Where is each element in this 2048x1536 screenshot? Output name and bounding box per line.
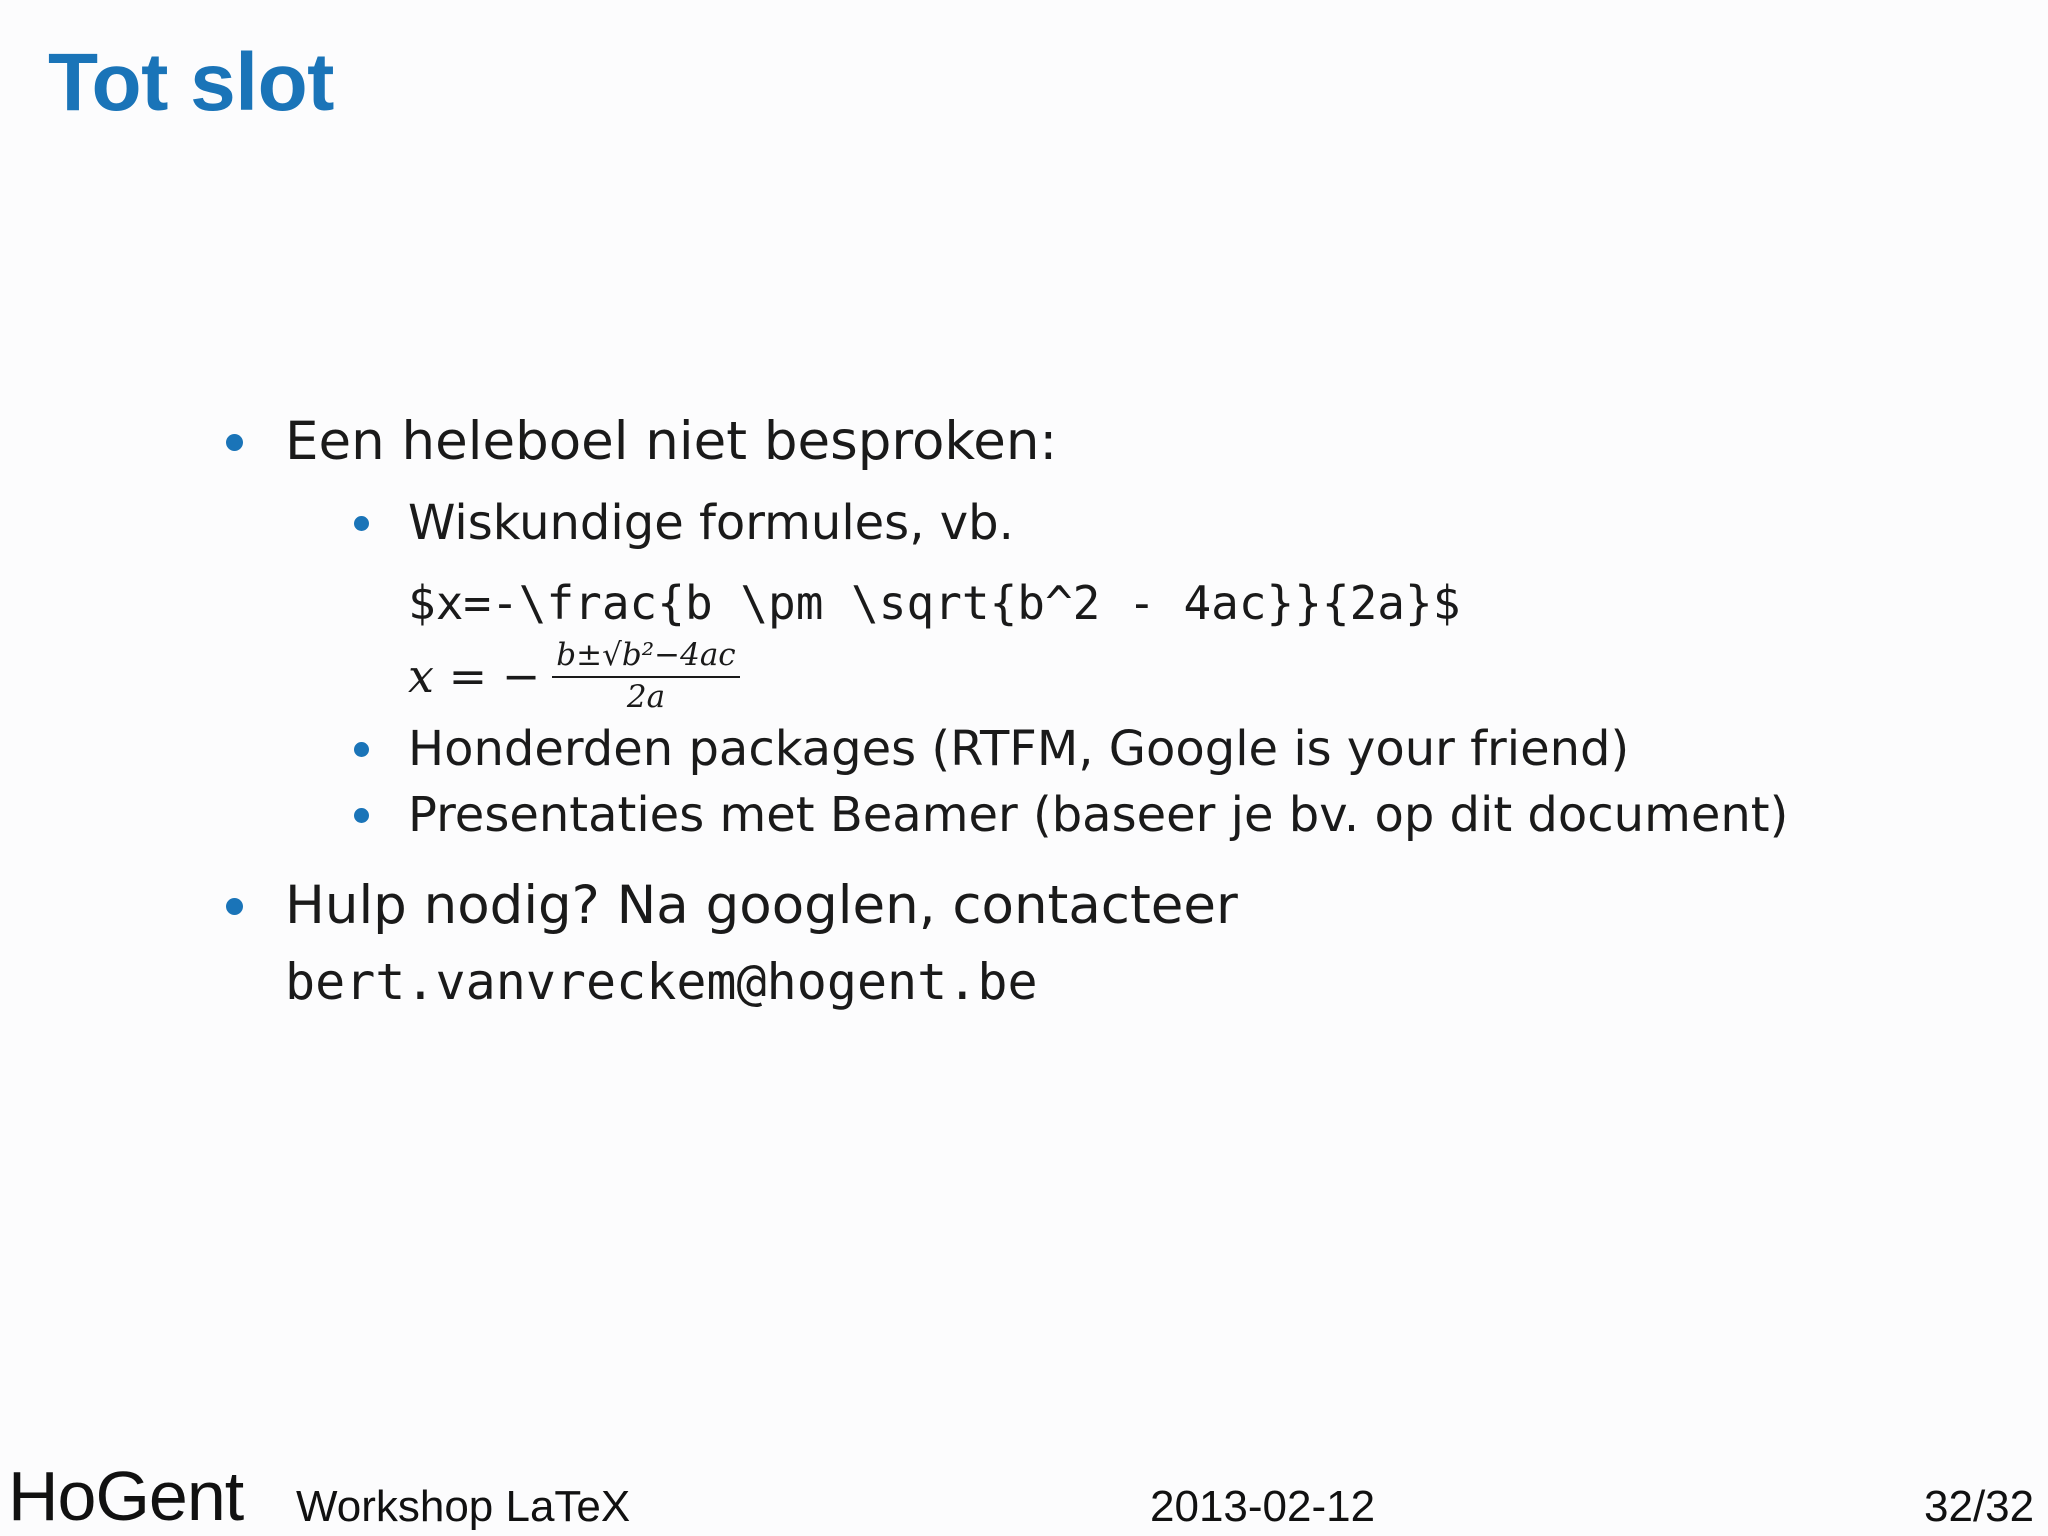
sub-list-item [220, 490, 1980, 716]
page-number: 32/32 [1924, 1482, 2035, 1531]
formula-fraction [552, 636, 739, 716]
rendered-formula [408, 636, 740, 716]
sub-list-item [220, 716, 1980, 782]
email-link[interactable]: bert.vanvreckem@hogent.be [285, 953, 1038, 1011]
bullet-icon [354, 516, 369, 531]
latex-code: $x=-\frac{b \pm \sqrt{b^2 - 4ac}}{2a}$ [408, 576, 1461, 630]
hogent-logo: HoGent [8, 1457, 244, 1535]
formula-lhs: x = − [408, 649, 541, 703]
bullet-icon [354, 808, 369, 823]
list-item-text: Een heleboel niet besproken: [285, 411, 1058, 472]
formula-numerator: b±√b²−4ac [552, 636, 739, 678]
sub-list-item-text: Honderden packages (RTFM, Google is your friend) [408, 721, 1630, 777]
footer [0, 1456, 2048, 1536]
slide-title: Tot slot [48, 37, 334, 128]
footer-date: 2013-02-12 [1150, 1482, 1376, 1531]
list-item [220, 408, 1980, 476]
list-item [220, 872, 1980, 1024]
bullet-icon [226, 898, 243, 915]
footer-title: Workshop LaTeX [296, 1482, 631, 1531]
list-item-text: Hulp nodig? Na googlen, contacteer [285, 875, 1238, 936]
sub-list-item-text: Presentaties met Beamer (baseer je bv. op dit document) [408, 787, 1789, 843]
sub-list-item [220, 782, 1980, 848]
slide-content [220, 408, 1980, 1024]
formula-denominator: 2a [626, 679, 666, 715]
bullet-icon [354, 742, 369, 757]
bullet-icon [226, 434, 243, 451]
sub-list-item-text: Wiskundige formules, vb. [408, 495, 1014, 551]
